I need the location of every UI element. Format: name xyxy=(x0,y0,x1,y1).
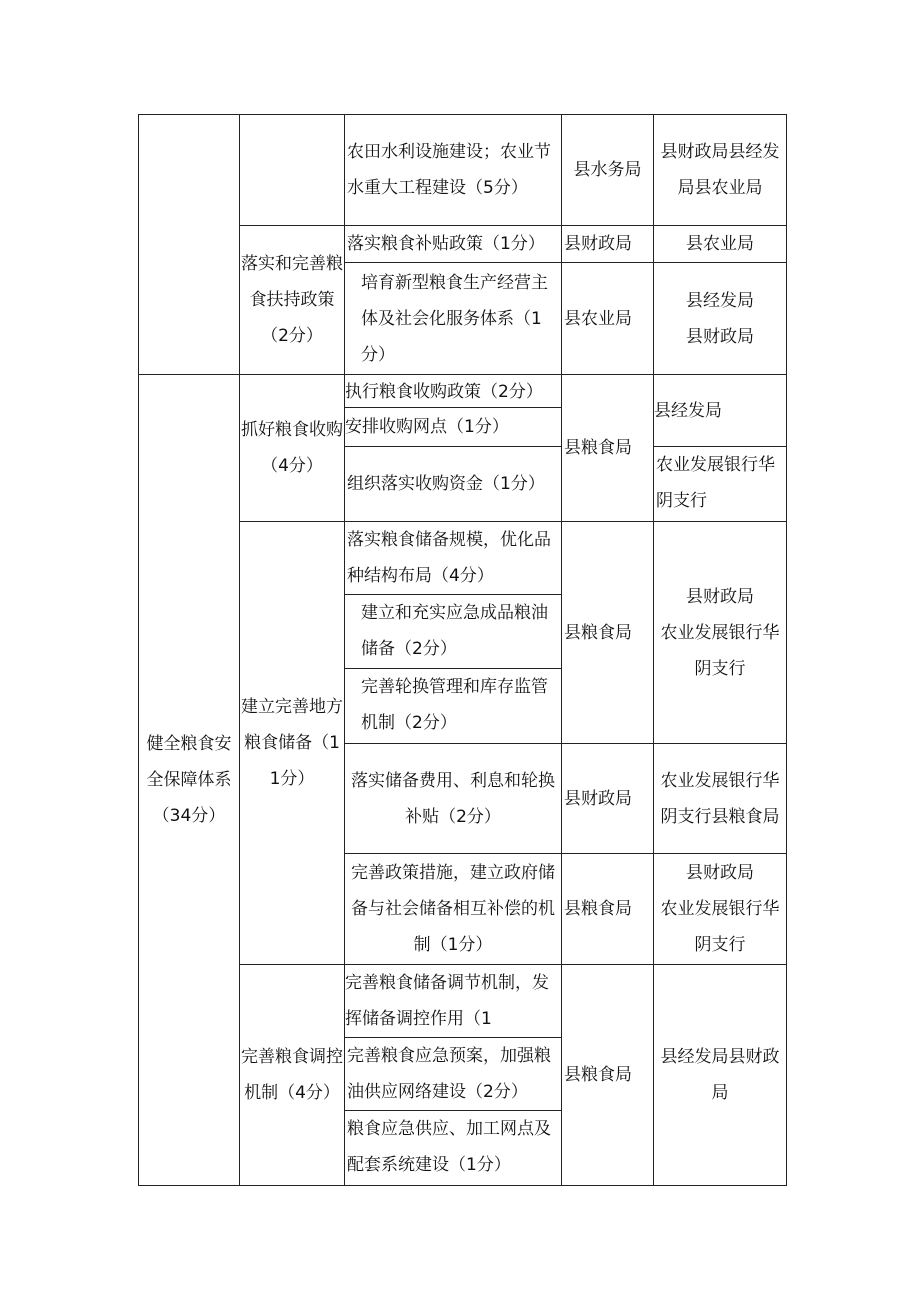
task-cell: 完善粮食储备调节机制，发挥储备调控作用（1 xyxy=(345,965,561,1038)
section-cell-continued xyxy=(139,115,240,375)
item-cell: 建立完善地方粮食储备（11分） xyxy=(240,522,345,965)
lead-dept-cell: 县水务局 xyxy=(562,115,654,226)
lead-dept-cell: 县粮食局 xyxy=(562,522,654,744)
task-cell: 安排收购网点（1分） xyxy=(345,408,561,447)
task-cell: 完善政策措施，建立政府储备与社会储备相互补偿的机制（1分） xyxy=(345,854,562,965)
coop-dept-cell: 农业发展银行华阴支行 xyxy=(656,455,775,511)
lead-dept-cell: 县农业局 xyxy=(562,263,654,375)
coop-dept-line: 县财政局 xyxy=(686,863,754,883)
responsibility-table xyxy=(138,114,787,1186)
coop-dept-line: 农业发展银行华阴支行 xyxy=(660,622,780,679)
coop-dept-line: 农业发展银行华阴支行 xyxy=(660,899,780,955)
lead-dept-cell: 县财政局 xyxy=(562,226,654,263)
coop-dept-line: 县经发局 xyxy=(686,290,754,311)
coop-dept-cell: 农业发展银行华阴支行县粮食局 xyxy=(654,744,787,854)
task-cell: 落实储备费用、利息和轮换补贴（2分） xyxy=(345,744,562,854)
lead-dept-cell: 县财政局 xyxy=(562,744,654,854)
task-cell: 完善粮食应急预案，加强粮油供应网络建设（2分） xyxy=(345,1038,561,1111)
coop-dept-stack xyxy=(654,375,787,522)
coop-dept-cell: 县农业局 xyxy=(654,226,787,263)
task-cell: 粮食应急供应、加工网点及配套系统建设（1分） xyxy=(347,1119,551,1175)
task-cell: 组织落实收购资金（1分） xyxy=(347,474,545,494)
coop-dept-line: 县财政局 xyxy=(686,586,754,607)
lead-dept-cell: 县粮食局 xyxy=(562,854,654,965)
task-stack xyxy=(345,965,562,1186)
coop-dept-line: 县财政局 xyxy=(686,326,754,347)
task-stack xyxy=(345,375,562,522)
lead-dept-cell: 县粮食局 xyxy=(562,375,654,522)
task-cell: 培育新型粮食生产经营主体及社会化服务体系（1分） xyxy=(345,263,562,375)
task-cell: 农田水利设施建设；农业节水重大工程建设（5分） xyxy=(345,115,562,226)
lead-dept-cell: 县粮食局 xyxy=(562,965,654,1186)
task-cell: 建立和充实应急成品粮油储备（2分） xyxy=(345,595,561,669)
coop-dept-cell: 县经发局 xyxy=(654,375,786,447)
section-cell: 健全粮食安全保障体系（34分） xyxy=(139,375,240,1186)
item-cell-continued xyxy=(240,115,345,226)
task-stack xyxy=(345,522,562,744)
item-cell: 落实和完善粮食扶持政策（2分） xyxy=(240,226,345,375)
task-cell: 落实粮食补贴政策（1分） xyxy=(345,226,562,263)
coop-dept-cell xyxy=(654,263,787,375)
task-cell: 落实粮食储备规模，优化品种结构布局（4分） xyxy=(345,522,561,595)
coop-dept-cell: 县经发局县财政局 xyxy=(654,965,787,1186)
coop-dept-cell xyxy=(654,854,787,965)
coop-dept-cell xyxy=(654,522,787,744)
coop-dept-cell: 县财政局县经发局县农业局 xyxy=(654,115,787,226)
item-cell: 完善粮食调控机制（4分） xyxy=(240,965,345,1186)
task-cell: 执行粮食收购政策（2分） xyxy=(345,375,561,408)
task-cell: 完善轮换管理和库存监管机制（2分） xyxy=(361,677,548,733)
item-cell: 抓好粮食收购（4分） xyxy=(240,375,345,522)
